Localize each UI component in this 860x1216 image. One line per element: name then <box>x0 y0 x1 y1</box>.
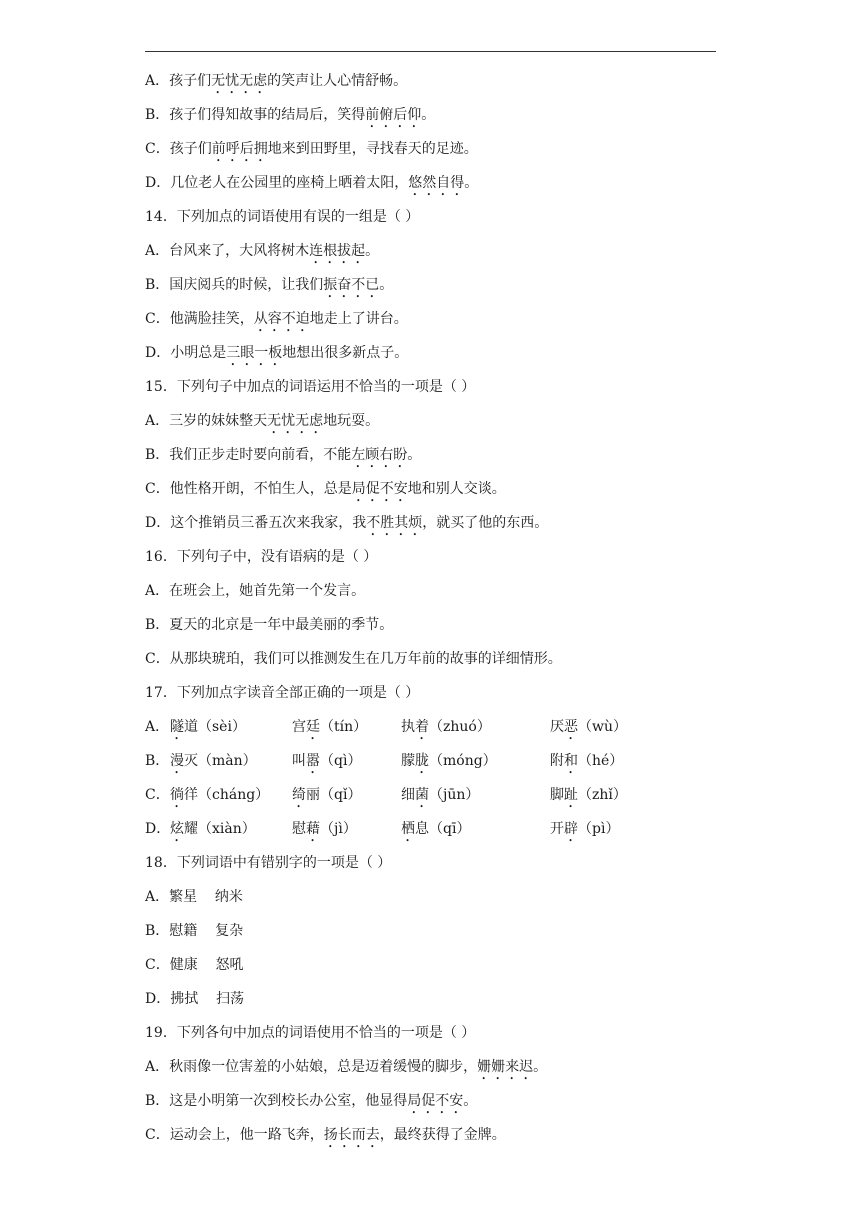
q16-option-c: C．从那块琥珀，我们可以推测发生在几万年前的故事的详细情形。 <box>145 651 562 667</box>
q15-option-b: B．我们正步走时要向前看，不能左顾右盼。 <box>145 447 422 463</box>
q15-stem: 15．下列句子中加点的词语运用不恰当的一项是（ ） <box>145 379 476 395</box>
q18-option-c: C．健康 怒吼 <box>145 957 244 973</box>
q18-option-d: D．拂拭 扫荡 <box>145 991 245 1007</box>
emphasized-phrase: 局促不安 <box>407 1093 464 1109</box>
emphasized-phrase: 扬长而去 <box>323 1127 380 1143</box>
emphasized-phrase: 前俯后仰 <box>365 107 422 123</box>
q19-stem: 19．下列各句中加点的词语使用不恰当的一项是（ ） <box>145 1025 476 1041</box>
q13-option-a: A．孩子们无忧无虑的笑声让人心情舒畅。 <box>145 73 408 89</box>
emphasized-phrase: 不胜其烦 <box>366 515 423 531</box>
header-rule <box>145 51 716 52</box>
emphasized-phrase: 姗姗来迟 <box>477 1059 534 1075</box>
q13-option-d: D．几位老人在公园里的座椅上晒着太阳，悠然自得。 <box>145 175 479 191</box>
q15-option-c: C．他性格开朗，不怕生人，总是局促不安地和别人交谈。 <box>145 481 506 497</box>
emphasized-phrase: 振奋不已 <box>323 277 380 293</box>
q16-option-b: B．夏天的北京是一年中最美丽的季节。 <box>145 617 394 633</box>
q17-option-c: C． 徜徉（cháng） 绮丽（qǐ） 细菌（jūn） 脚趾（zhǐ） <box>145 787 627 803</box>
q19-option-a: A．秋雨像一位害羞的小姑娘，总是迈着缓慢的脚步，姗姗来迟。 <box>145 1059 548 1075</box>
q18-stem: 18．下列词语中有错别字的一项是（ ） <box>145 855 392 871</box>
q17-option-d: D． 炫耀（xiàn） 慰藉（jì） 栖息（qī） 开辟（pì） <box>145 821 620 837</box>
q14-stem: 14．下列加点的词语使用有误的一组是（ ） <box>145 209 420 225</box>
emphasized-phrase: 无忧无虑 <box>267 413 324 429</box>
emphasized-phrase: 局促不安 <box>351 481 408 497</box>
q17-stem: 17．下列加点字读音全部正确的一项是（ ） <box>145 685 420 701</box>
q13-option-c: C．孩子们前呼后拥地来到田野里，寻找春天的足迹。 <box>145 141 478 157</box>
emphasized-phrase: 三眼一板 <box>226 345 283 361</box>
emphasized-phrase: 左顾右盼 <box>351 447 408 463</box>
questions <box>145 64 725 1152</box>
emphasized-phrase: 前呼后拥 <box>211 141 268 157</box>
emphasized-phrase: 从容不迫 <box>253 311 310 327</box>
emphasized-phrase: 连根拔起 <box>309 243 366 259</box>
q19-option-c: C．运动会上，他一路飞奔，扬长而去，最终获得了金牌。 <box>145 1127 506 1143</box>
q14-option-c: C．他满脸挂笑，从容不迫地走上了讲台。 <box>145 311 408 327</box>
q15-option-a: A．三岁的妹妹整天无忧无虑地玩耍。 <box>145 413 380 429</box>
q14-option-a: A．台风来了，大风将树木连根拔起。 <box>145 243 380 259</box>
q17-option-a: A． 隧道（sèi） 宫廷（tín） 执着（zhuó） 厌恶（wù） <box>145 719 627 735</box>
q17-option-b: B． 漫灭（màn） 叫嚣（qì） 朦胧（móng） 附和（hé） <box>145 753 624 769</box>
emphasized-phrase: 无忧无虑 <box>211 73 268 89</box>
q18-option-a: A．繁星 纳米 <box>145 889 243 905</box>
q16-option-a: A．在班会上，她首先第一个发言。 <box>145 583 366 599</box>
q13-option-b: B．孩子们得知故事的结局后，笑得前俯后仰。 <box>145 107 436 123</box>
q14-option-d: D．小明总是三眼一板地想出很多新点子。 <box>145 345 409 361</box>
q15-option-d: D．这个推销员三番五次来我家，我不胜其烦，就买了他的东西。 <box>145 515 549 531</box>
q14-option-b: B．国庆阅兵的时候，让我们振奋不已。 <box>145 277 394 293</box>
q18-option-b: B．慰籍 复杂 <box>145 923 244 939</box>
q19-option-b: B．这是小明第一次到校长办公室，他显得局促不安。 <box>145 1093 478 1109</box>
emphasized-phrase: 悠然自得 <box>408 175 465 191</box>
q16-stem: 16．下列句子中，没有语病的是（ ） <box>145 549 378 565</box>
